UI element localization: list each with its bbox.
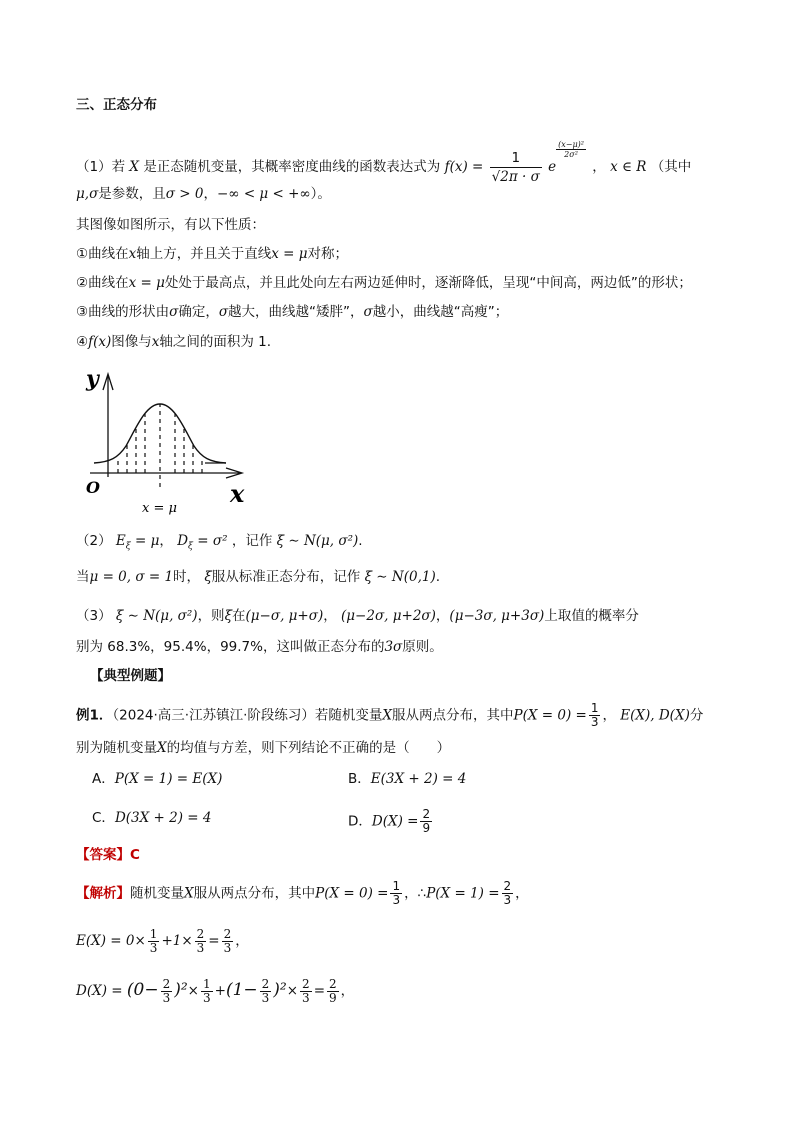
fraction: [300, 978, 312, 1005]
paragraph-1-line-2: [76, 184, 331, 204]
denominator: 3: [162, 991, 171, 1005]
text: 是参数，且: [98, 186, 166, 202]
property-3: [76, 302, 508, 322]
math-xi-sub: ξ: [188, 541, 193, 552]
text: 别为 68.3%，95.4%，99.7%，这叫做正态分布的: [76, 639, 385, 655]
text: 越大，曲线越“矮胖”，: [228, 304, 364, 320]
text: 服从两点分布，其中: [193, 885, 316, 902]
text: 当: [76, 569, 90, 585]
answer-line: [76, 845, 140, 865]
text: ，: [159, 533, 173, 549]
x-axis-label: x: [230, 479, 245, 508]
numerator: 1: [490, 149, 542, 168]
y-axis-label: y: [86, 366, 99, 392]
math-mu-range: −∞ < μ < +∞: [216, 186, 311, 202]
text: （2）: [76, 533, 112, 549]
math-sigma: σ: [169, 304, 179, 320]
option-label: A．: [92, 771, 115, 787]
math-eq: x = μ: [128, 275, 165, 291]
text: 轴上方，并且关于直线: [136, 246, 272, 262]
math-x: x: [128, 246, 137, 262]
math-X: X: [382, 707, 393, 724]
math-xi: ξ: [204, 569, 212, 585]
text: 确定，: [178, 304, 219, 320]
math-eq: x = μ: [271, 246, 308, 262]
exp-denominator: 2σ²: [564, 150, 578, 159]
text: 对称；: [307, 246, 349, 262]
text: ，: [515, 885, 529, 902]
math-interval: (μ−σ, μ+σ): [245, 608, 324, 624]
denominator: 3: [261, 991, 270, 1005]
text: （2024·高三·江苏镇江·阶段练习）若随机变量: [112, 707, 383, 724]
text: （1）若: [76, 159, 126, 175]
numerator: 2: [329, 977, 337, 991]
numerator: 2: [162, 977, 171, 991]
text: ，: [235, 933, 249, 949]
math-prob: P(X = 0) =: [513, 707, 587, 724]
variance-line: [76, 978, 354, 1005]
text: ）。: [310, 186, 331, 202]
numerator: 2: [261, 977, 270, 991]
numerator: 2: [503, 879, 512, 893]
typical-examples-heading: 【典型例题】: [90, 668, 171, 684]
math-sigma-pos: σ > 0: [165, 186, 204, 202]
text: 的均值与方差，则下列结论不正确的是（ ）: [166, 740, 451, 756]
text: ，: [435, 608, 450, 624]
text: ④: [76, 334, 89, 350]
denominator: 3: [503, 893, 512, 907]
math-fx: f(x): [88, 334, 112, 350]
numerator: 1: [202, 977, 211, 991]
numerator: 1: [392, 879, 401, 893]
section-title: 三、正态分布: [76, 97, 157, 113]
math-x: X: [129, 159, 140, 175]
example-label: 例1．: [76, 707, 113, 724]
fraction: [195, 928, 207, 955]
numerator: 2: [302, 977, 310, 991]
math-prob: P(X = 1) =: [426, 885, 500, 902]
text: ，: [592, 159, 606, 175]
text: 上取值的概率分: [544, 608, 639, 624]
text: ，则: [197, 608, 225, 624]
math-prob: P(X = 0) =: [315, 885, 389, 902]
denominator: 3: [202, 991, 211, 1005]
denominator: 9: [329, 991, 337, 1005]
math-x: x: [151, 334, 160, 350]
math-text: (1−: [225, 980, 258, 1000]
math-text: =: [208, 933, 220, 949]
math-xi-sub: ξ: [125, 541, 131, 552]
math-fx: f(x) =: [444, 159, 484, 175]
text: （3）: [76, 608, 112, 624]
math-dist: ξ ∼ N(0,1): [364, 569, 436, 585]
math-text: =: [313, 983, 325, 999]
math-text: ×: [187, 983, 199, 999]
denominator: 3: [392, 893, 401, 907]
paragraph-1-line-1: [76, 140, 691, 186]
answer-label: 【答案】: [76, 847, 130, 863]
property-1: [76, 244, 348, 264]
math-text: ×: [286, 983, 299, 999]
math-D: D: [177, 533, 189, 549]
math-text: )²: [273, 980, 287, 1000]
origin-label: O: [86, 478, 100, 497]
denominator: 3: [590, 715, 599, 729]
paragraph-3b: [76, 637, 443, 657]
denominator: 3: [302, 991, 310, 1005]
text: ，∴: [404, 885, 427, 902]
exp-numerator: (x−μ)²: [558, 140, 584, 149]
text: 时，: [173, 569, 201, 585]
option-expr: D(3X + 2) = 4: [114, 810, 212, 826]
density-fraction: [490, 149, 542, 186]
fraction: [161, 978, 173, 1005]
option-c[interactable]: [92, 808, 211, 828]
text: 别为随机变量: [76, 740, 157, 756]
numerator: 1: [590, 701, 599, 715]
text: ，: [602, 707, 616, 724]
math-text: E(X) = 0×: [76, 933, 146, 949]
option-expr: D(X) =: [371, 813, 419, 830]
option-label: D．: [348, 813, 372, 830]
exponent-fraction: [556, 140, 586, 159]
math-eq: = μ: [135, 533, 160, 549]
math-X: X: [184, 885, 194, 902]
text: ，记作: [231, 533, 273, 549]
denominator: 3: [223, 941, 232, 955]
denominator: 9: [422, 821, 431, 835]
numerator: 2: [422, 807, 431, 821]
math-text: D(X) =: [76, 983, 123, 999]
math-dist: ξ ∼ N(μ, σ²): [115, 608, 198, 624]
fraction: [420, 808, 432, 835]
math-interval: (μ−3σ, μ+3σ): [449, 608, 545, 624]
text: 随机变量: [130, 885, 184, 902]
text: .: [358, 533, 363, 549]
text: 在: [232, 608, 246, 624]
text: ，: [340, 983, 355, 999]
option-expr: E(3X + 2) = 4: [370, 771, 467, 787]
option-label: C．: [92, 810, 115, 826]
paragraph-2b: [76, 567, 440, 587]
math-e: e: [548, 159, 557, 175]
math-X: X: [157, 740, 167, 756]
text: ③曲线的形状由: [76, 304, 170, 320]
text: （其中: [650, 159, 692, 175]
mu-label: x = μ: [142, 501, 177, 516]
paragraph-2: [76, 531, 363, 557]
math-cond: μ = 0, σ = 1: [89, 569, 174, 585]
fraction: [502, 880, 514, 907]
math-sigma: σ: [363, 304, 373, 320]
text: 处处于最高点，并且此处向左右两边延伸时，逐渐降低，呈现“中间高，两边低”的形状；: [164, 275, 692, 291]
area-hatching: [118, 404, 202, 487]
text: 原则。: [402, 639, 443, 655]
numerator: 2: [196, 927, 205, 941]
numerator: 1: [149, 927, 158, 941]
text: ，: [203, 186, 217, 202]
text: 是正态随机变量，其概率密度曲线的函数表达式为: [143, 159, 441, 175]
text: 越小，曲线越“高瘦”；: [372, 304, 509, 320]
property-2: [76, 273, 692, 293]
math-xr: x ∈ R: [610, 159, 647, 175]
option-expr: P(X = 1) = E(X): [114, 771, 223, 787]
text: 服从两点分布，其中: [392, 707, 514, 724]
option-label: B．: [348, 771, 371, 787]
fraction: [148, 928, 160, 955]
fraction: [201, 978, 213, 1005]
math-3sigma: 3σ: [384, 639, 403, 655]
analysis-label: 【解析】: [76, 885, 130, 902]
math-text: +: [214, 983, 226, 999]
option-d[interactable]: [348, 808, 434, 835]
text: .: [435, 569, 441, 585]
math-eq: = σ²: [197, 533, 228, 549]
numerator: 2: [223, 927, 232, 941]
text: 轴之间的面积为 1.: [159, 334, 272, 350]
text: ，: [323, 608, 337, 624]
math-text: (0−: [126, 980, 159, 1000]
denominator: 3: [196, 941, 205, 955]
property-4: [76, 332, 271, 352]
math-ed: E(X), D(X): [620, 707, 690, 724]
text: 服从标准正态分布，记作: [211, 569, 361, 585]
option-a[interactable]: [92, 769, 222, 789]
analysis-line-1: [76, 880, 529, 907]
intro-text: 其图像如图所示，有以下性质：: [76, 217, 265, 233]
text: ①曲线在: [76, 246, 129, 262]
text: 图像与: [111, 334, 152, 350]
text: 分: [689, 707, 704, 724]
math-dist: ξ ∼ N(μ, σ²): [276, 533, 359, 549]
math-E: E: [115, 533, 126, 549]
math-sigma: σ: [218, 304, 229, 320]
math-interval: (μ−2σ, μ+2σ): [341, 608, 436, 624]
fraction: [589, 702, 601, 729]
expectation-line: [76, 928, 249, 955]
example-1-line-2: [76, 738, 450, 758]
fraction: [327, 978, 339, 1005]
denominator: 3: [149, 941, 158, 955]
math-params: μ,σ: [76, 186, 99, 202]
text: ②曲线在: [76, 275, 129, 291]
paragraph-3: [76, 606, 639, 626]
denominator: √2π · σ: [491, 168, 540, 185]
math-xi: ξ: [224, 608, 232, 624]
fraction: [260, 978, 272, 1005]
math-text: +1×: [161, 933, 193, 949]
math-text: )²: [174, 980, 188, 1000]
fraction: [222, 928, 234, 955]
option-b[interactable]: [348, 769, 466, 789]
answer-value: C: [130, 847, 140, 863]
fraction: [390, 880, 402, 907]
normal-curve-figure: [80, 362, 260, 520]
example-1-line-1: [76, 702, 703, 729]
